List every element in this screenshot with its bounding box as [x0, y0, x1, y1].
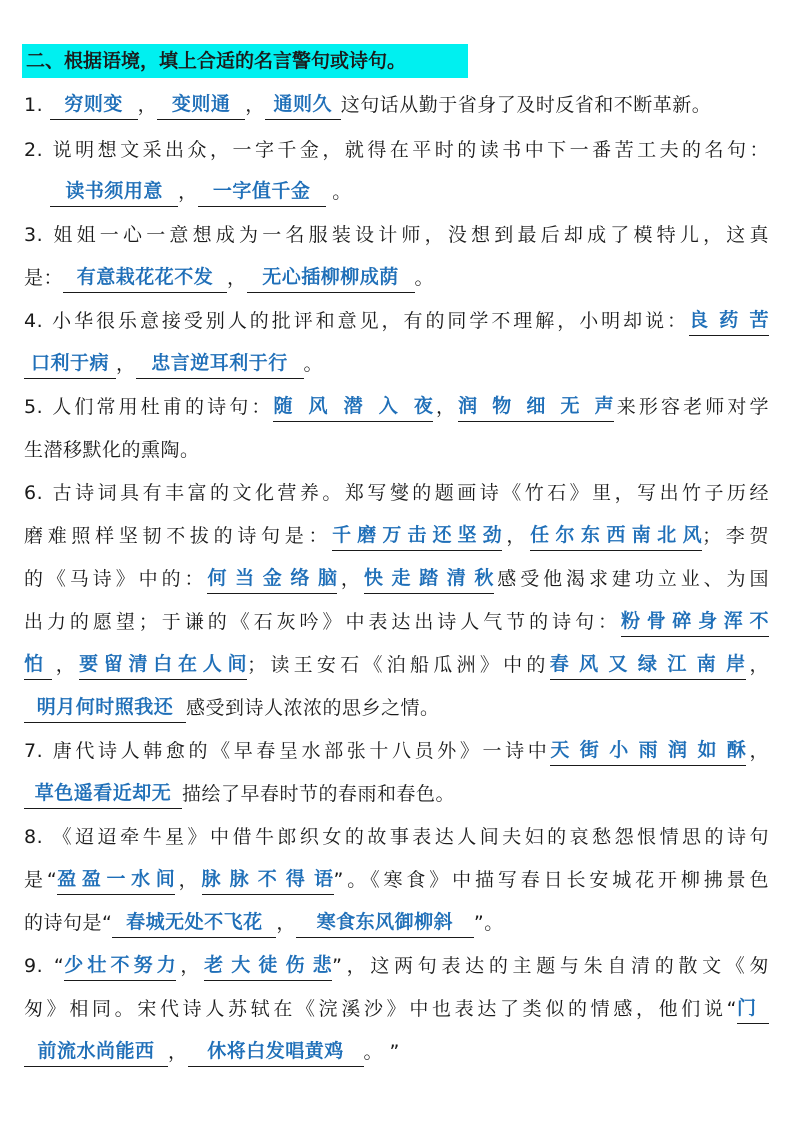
line-text: 出力的愿望；于谦的《石灰吟》中表达出诗人气节的诗句： [24, 611, 621, 633]
line-text: ， [168, 1041, 188, 1063]
text-line [24, 607, 769, 637]
answer-blank: 任尔东西南北风 [530, 522, 702, 551]
answer-blank: 盈盈一水间 [57, 866, 175, 895]
line-text: 3. 姐姐一心一意想成为一名服装设计师，没想到最后却成了模特儿，这真 [24, 224, 769, 246]
text-line [24, 392, 769, 422]
line-text: 6. 古诗词具有丰富的文化营养。郑写燮的题画诗《竹石》里，写出竹子历经 [24, 482, 769, 504]
answer-blank: 口利于病 [24, 350, 116, 379]
answer-blank: 天街小雨润如酥 [550, 737, 746, 766]
line-text: 是： [24, 267, 64, 289]
line-text: 。 [414, 267, 435, 289]
text-line [24, 1037, 769, 1067]
line-text: 这句话从勤于省身了及时反省和不断革新。 [340, 94, 712, 116]
text-line [24, 908, 769, 938]
line-text: 7. 唐代诗人韩愈的《早春呈水部张十八员外》一诗中 [24, 740, 551, 762]
text-line [24, 90, 769, 120]
line-text: ”。 [473, 912, 504, 934]
line-text: 。 [325, 181, 352, 203]
line-text: ， [245, 94, 265, 116]
line-text: 4. 小华很乐意接受别人的批评和意见，有的同学不理解，小明却说： [24, 310, 689, 332]
line-text: 磨难照样坚韧不拔的诗句是： [24, 525, 333, 547]
line-text: 。 [303, 353, 324, 375]
line-text: ；李贺 [702, 525, 769, 547]
line-text: 的《马诗》中的： [24, 568, 208, 590]
text-line [24, 951, 769, 981]
text-line [24, 865, 769, 895]
answer-blank: 润物细无声 [458, 393, 614, 422]
line-text: ， [746, 740, 769, 762]
answer-blank: 何当金络脑 [207, 565, 337, 594]
text-line [24, 521, 769, 551]
line-text: ， [52, 654, 80, 676]
line-text: 感受到诗人浓浓的思乡之情。 [186, 697, 440, 719]
line-text: 的诗句是“ [24, 912, 113, 934]
answer-blank: 春风又绿江南岸 [550, 651, 746, 680]
line-text: 描绘了早春时节的春雨和春色。 [182, 783, 456, 805]
text-line [24, 220, 769, 250]
line-text [24, 181, 50, 203]
line-text: 是“ [24, 869, 58, 891]
line-text: ， [176, 955, 205, 977]
line-text: ”。《寒食》中描写春日长安城花开柳拂景色 [333, 869, 769, 891]
text-line [24, 306, 769, 336]
line-text: ， [227, 267, 247, 289]
text-line [24, 263, 769, 293]
line-text: ”，这两句表达的主题与朱自清的散文《匆 [332, 955, 769, 977]
answer-blank: 少壮不努力 [64, 952, 176, 981]
answer-blank: 寒食东风御柳斜 [296, 909, 474, 938]
answer-blank: 有意栽花花不发 [63, 264, 227, 293]
answer-blank: 脉脉不得语 [202, 866, 334, 895]
text-line [24, 349, 769, 379]
answer-blank: 读书须用意 [50, 178, 178, 207]
line-text: 8. 《迢迢牵牛星》中借牛郎织女的故事表达人间夫妇的哀愁怨恨情思的诗句 [24, 826, 769, 848]
answer-blank: 快走踏清秋 [364, 565, 494, 594]
section-title: 二、根据语境，填上合适的名言警句或诗句。 [22, 44, 468, 78]
answer-blank: 粉骨碎身浑不 [621, 608, 769, 637]
line-text: 1. [24, 94, 50, 116]
line-text: ， [137, 94, 158, 116]
answer-blank: 一字值千金 [198, 178, 326, 207]
answer-blank: 千磨万击还坚劲 [332, 522, 502, 551]
answer-blank: 门 [737, 995, 769, 1024]
text-line [24, 736, 769, 766]
answer-blank: 休将白发唱黄鸡 [188, 1038, 364, 1067]
answer-blank: 忠言逆耳利于行 [136, 350, 304, 379]
line-text: ， [175, 869, 202, 891]
line-text: ， [276, 912, 296, 934]
answer-blank: 春城无处不飞花 [112, 909, 276, 938]
text-line [24, 822, 769, 852]
text-line [24, 135, 769, 165]
answer-blank: 随风潜入夜 [273, 393, 433, 422]
line-text: ， [337, 568, 364, 590]
text-line [24, 650, 769, 680]
text-line [24, 435, 769, 465]
answer-blank: 明月何时照我还 [24, 694, 186, 723]
answer-blank: 前流水尚能西 [24, 1038, 168, 1067]
answer-blank: 草色遥看近却无 [24, 780, 182, 809]
line-text: 。 ” [363, 1041, 400, 1063]
text-line [24, 177, 769, 207]
answer-blank: 变则通 [157, 91, 245, 120]
text-line [24, 478, 769, 508]
answer-blank: 通则久 [265, 91, 341, 120]
line-text: 5. 人们常用杜甫的诗句： [24, 396, 274, 418]
text-line [24, 564, 769, 594]
line-text: ， [116, 353, 136, 375]
line-text: 生潜移默化的熏陶。 [24, 439, 200, 461]
text-line [24, 779, 769, 809]
answer-blank: 老大徒伤悲 [204, 952, 332, 981]
answer-blank: 良药苦 [689, 307, 769, 336]
line-text: ， [502, 525, 531, 547]
text-line [24, 693, 769, 723]
answer-blank: 要留清白在人间 [79, 651, 247, 680]
answer-blank: 怕 [24, 651, 52, 680]
line-text: 来形容老师对学 [614, 396, 769, 418]
line-text: ；读王安石《泊船瓜洲》中的 [247, 654, 550, 676]
text-line [24, 994, 769, 1024]
answer-blank: 穷则变 [50, 91, 138, 120]
line-text: 9. “ [24, 955, 65, 977]
line-text: 匆》相同。宋代诗人苏轼在《浣溪沙》中也表达了类似的情感，他们说“ [24, 998, 737, 1020]
line-text: 2. 说明想文采出众，一字千金，就得在平时的读书中下一番苦工夫的名句： [24, 139, 769, 161]
line-text: 感受他渴求建功立业、为国 [493, 568, 769, 590]
answer-blank: 无心插柳柳成荫 [247, 264, 415, 293]
line-text: ， [433, 396, 459, 418]
line-text: ， [745, 654, 769, 676]
line-text: ， [178, 181, 198, 203]
